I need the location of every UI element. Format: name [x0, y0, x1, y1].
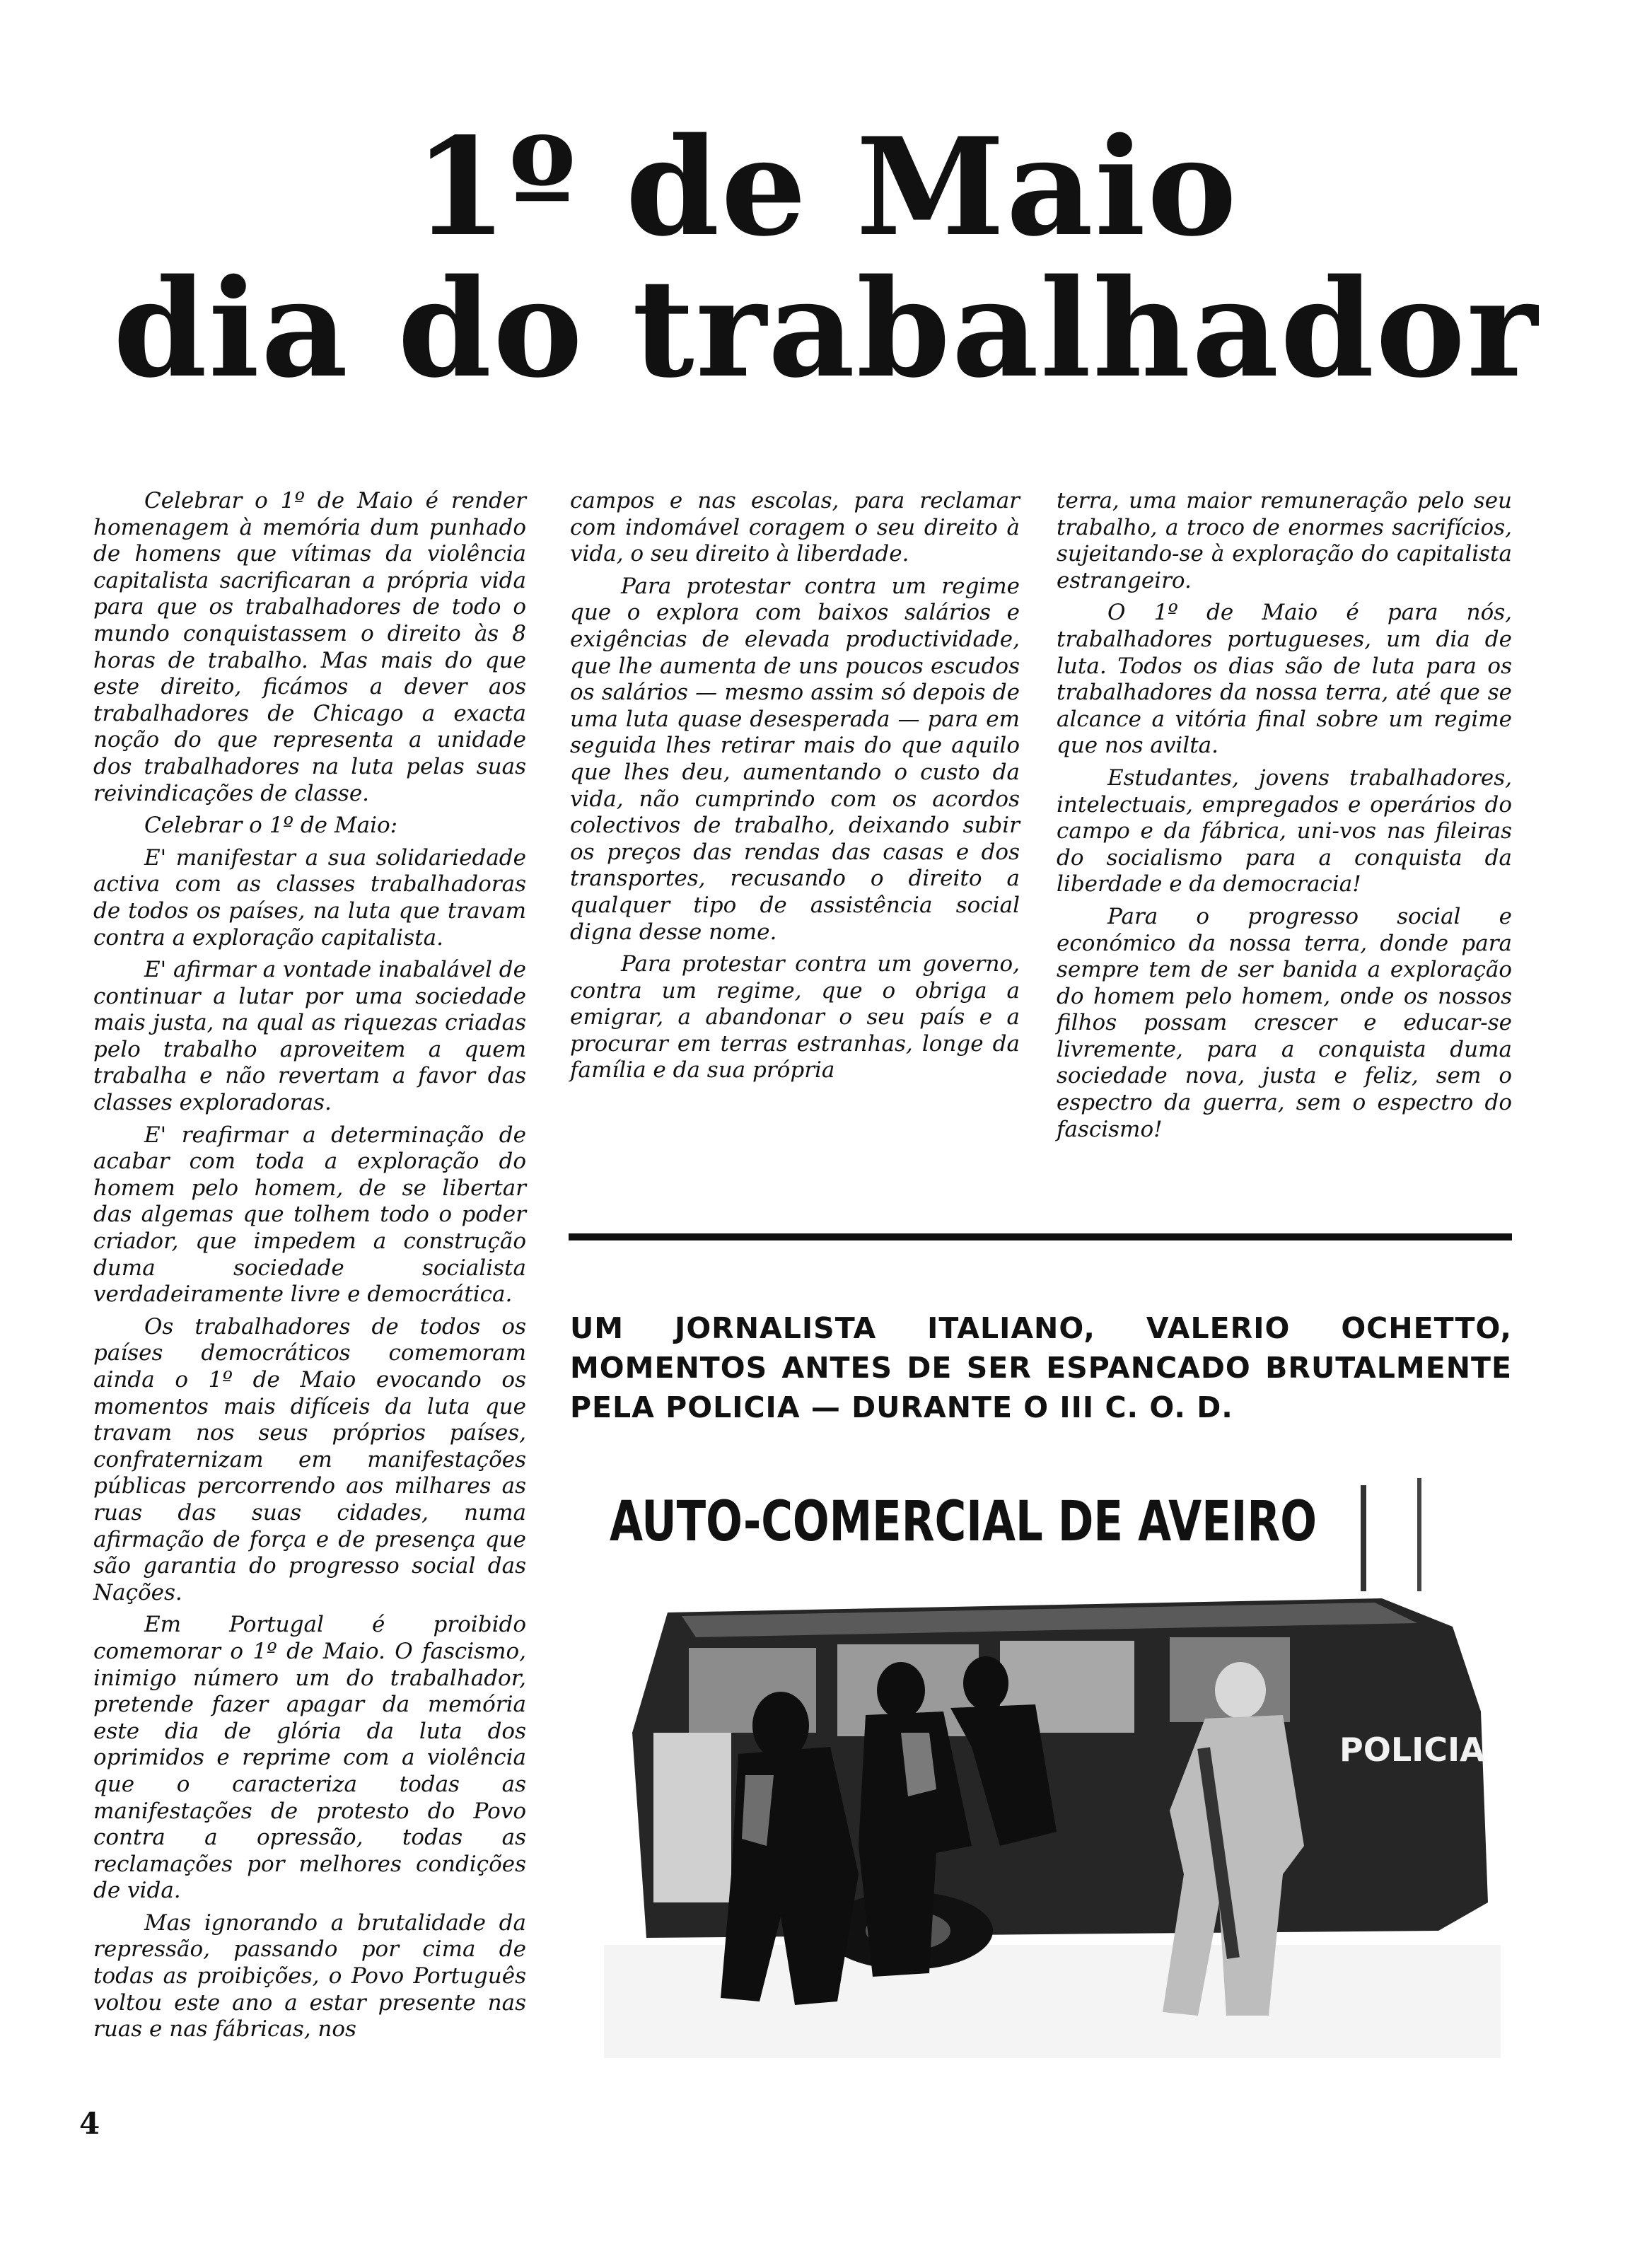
paragraph: Celebrar o 1º de Maio: — [144, 813, 398, 839]
page-number: 4 — [79, 2106, 100, 2141]
title-number: 1º de Maio — [414, 108, 1238, 266]
article-column-2 — [570, 488, 1020, 1090]
paragraph: Os trabalhadores de todos os países democráticos comemoram ainda o 1º de Maio evocando os momentos mais difíceis da luta que travam nos seus próprios países, confraternizam em manifestações públicas percorrendo aos milhares as ruas das suas cidades, numa afirmação de força e de presença que são garantia do progresso social das Nações. — [93, 1313, 526, 1605]
paragraph: E' manifestar a sua solidariedade activa com as classes trabalhadoras de todos os países, na luta que travam contra a exploração capitalista. — [93, 844, 526, 951]
paragraph: Para protestar contra um governo, contra um regime, que o obriga a emigrar, a abandonar o seu país e a procurar em terras estranhas, longe da família e da sua própria — [570, 951, 1020, 1083]
paragraph: Mas ignorando a brutalidade da repressão, passando por cima de todas as proibições, o Povo Português voltou este ano a estar presente nas ruas e nas fábricas, nos — [93, 1910, 526, 2042]
paragraph: O 1º de Maio é para nós, trabalhadores portugueses, um dia de luta. Todos os dias são de luta para os trabalhadores da nossa terra, até que se alcance a vitória final sobre um regime que nos avilta. — [1057, 600, 1512, 759]
section-divider — [569, 1233, 1512, 1240]
paragraph: E' afirmar a vontade inabalável de continuar a lutar por uma sociedade mais justa, na qual as riquezas criadas pelo trabalho aproveitem a quem trabalha e não revertam a favor das classes exploradoras. — [93, 957, 526, 1116]
paragraph: terra, uma maior remuneração pelo seu trabalho, a troco de enormes sacrifícios, sujeitando-se à exploração do capitalista estrangeiro. — [1057, 488, 1512, 593]
photo-vehicle-text: POLICIA — [1339, 1731, 1485, 1769]
paragraph: Para o progresso social e económico da nossa terra, donde para sempre tem de ser banida a exploração do homem pelo homem, onde os nossos filhos possam crescer e educar-se livremente, para a conquista duma sociedade nova, justa e feliz, sem o espectro da guerra, sem o espectro do fascismo! — [1057, 903, 1512, 1142]
paragraph: campos e nas escolas, para reclamar com indomável coragem o seu direito à vida, o seu direito à liberdade. — [570, 488, 1020, 567]
paragraph: Para protestar contra um regime que o explora com baixos salários e exigências de elevada productividade, que lhe aumenta de uns poucos escudos os salários — mesmo assim só depois de uma luta quase desesperada — para em seguida lhes retirar mais do que aquilo que lhes deu, aumentando o custo da vida, não cumprindo com os acordos colectivos de trabalho, deixando subir os preços das rendas das casas e dos transportes, recusando o direito a qualquer tipo de assistência social digna desse nome. — [570, 573, 1020, 945]
paragraph: Estudantes, jovens trabalhadores, intelectuais, empregados e operários do campo e da fábrica, uni-vos nas fileiras do socialismo para a conquista da liberdade e da democracia! — [1057, 765, 1512, 897]
title-line-1 — [0, 108, 1652, 266]
news-photo — [604, 1478, 1501, 2058]
article-column-3 — [1057, 488, 1512, 1149]
title-line-2: dia do trabalhador — [112, 250, 1540, 407]
paragraph: Em Portugal é proibido comemorar o 1º de Maio. O fascismo, inimigo número um do trabalhador, pretende fazer apagar da memória este dia de glória da luta dos oprimidos e reprime com a violência que o caracteriza todas as manifestações de protesto do Povo contra a opressão, todas as reclamações por melhores condições de vida. — [93, 1612, 526, 1904]
article-column-1 — [93, 488, 526, 2049]
paragraph: E' reafirmar a determinação de acabar com toda a exploração do homem pelo homem, de se libertar das algemas que tolhem todo o poder criador, que impedem a construção duma sociedade socialista verdadeiramente livre e democrática. — [93, 1122, 526, 1308]
photo-headline: UM JORNALISTA ITALIANO, VALERIO OCHETTO, MOMENTOS ANTES DE SER ESPANCADO BRUTALMENTE PELA POLICIA — DURANTE O III C. O. D. — [570, 1311, 1512, 1424]
photo-sign-text: AUTO-COMERCIAL DE AVEIRO — [610, 1490, 1317, 1554]
paragraph: Celebrar o 1º de Maio é render homenagem à memória dum punhado de homens que vítimas da violência capitalista sacrificaran a própria vida para que os trabalhadores de todo o mundo conquistassem o direito às 8 horas de trabalho. Mas mais do que este direito, ficámos a dever aos trabalhadores de Chicago a exacta noção do que representa a unidade dos trabalhadores na luta pelas suas reivindicações de classe. — [93, 488, 526, 806]
